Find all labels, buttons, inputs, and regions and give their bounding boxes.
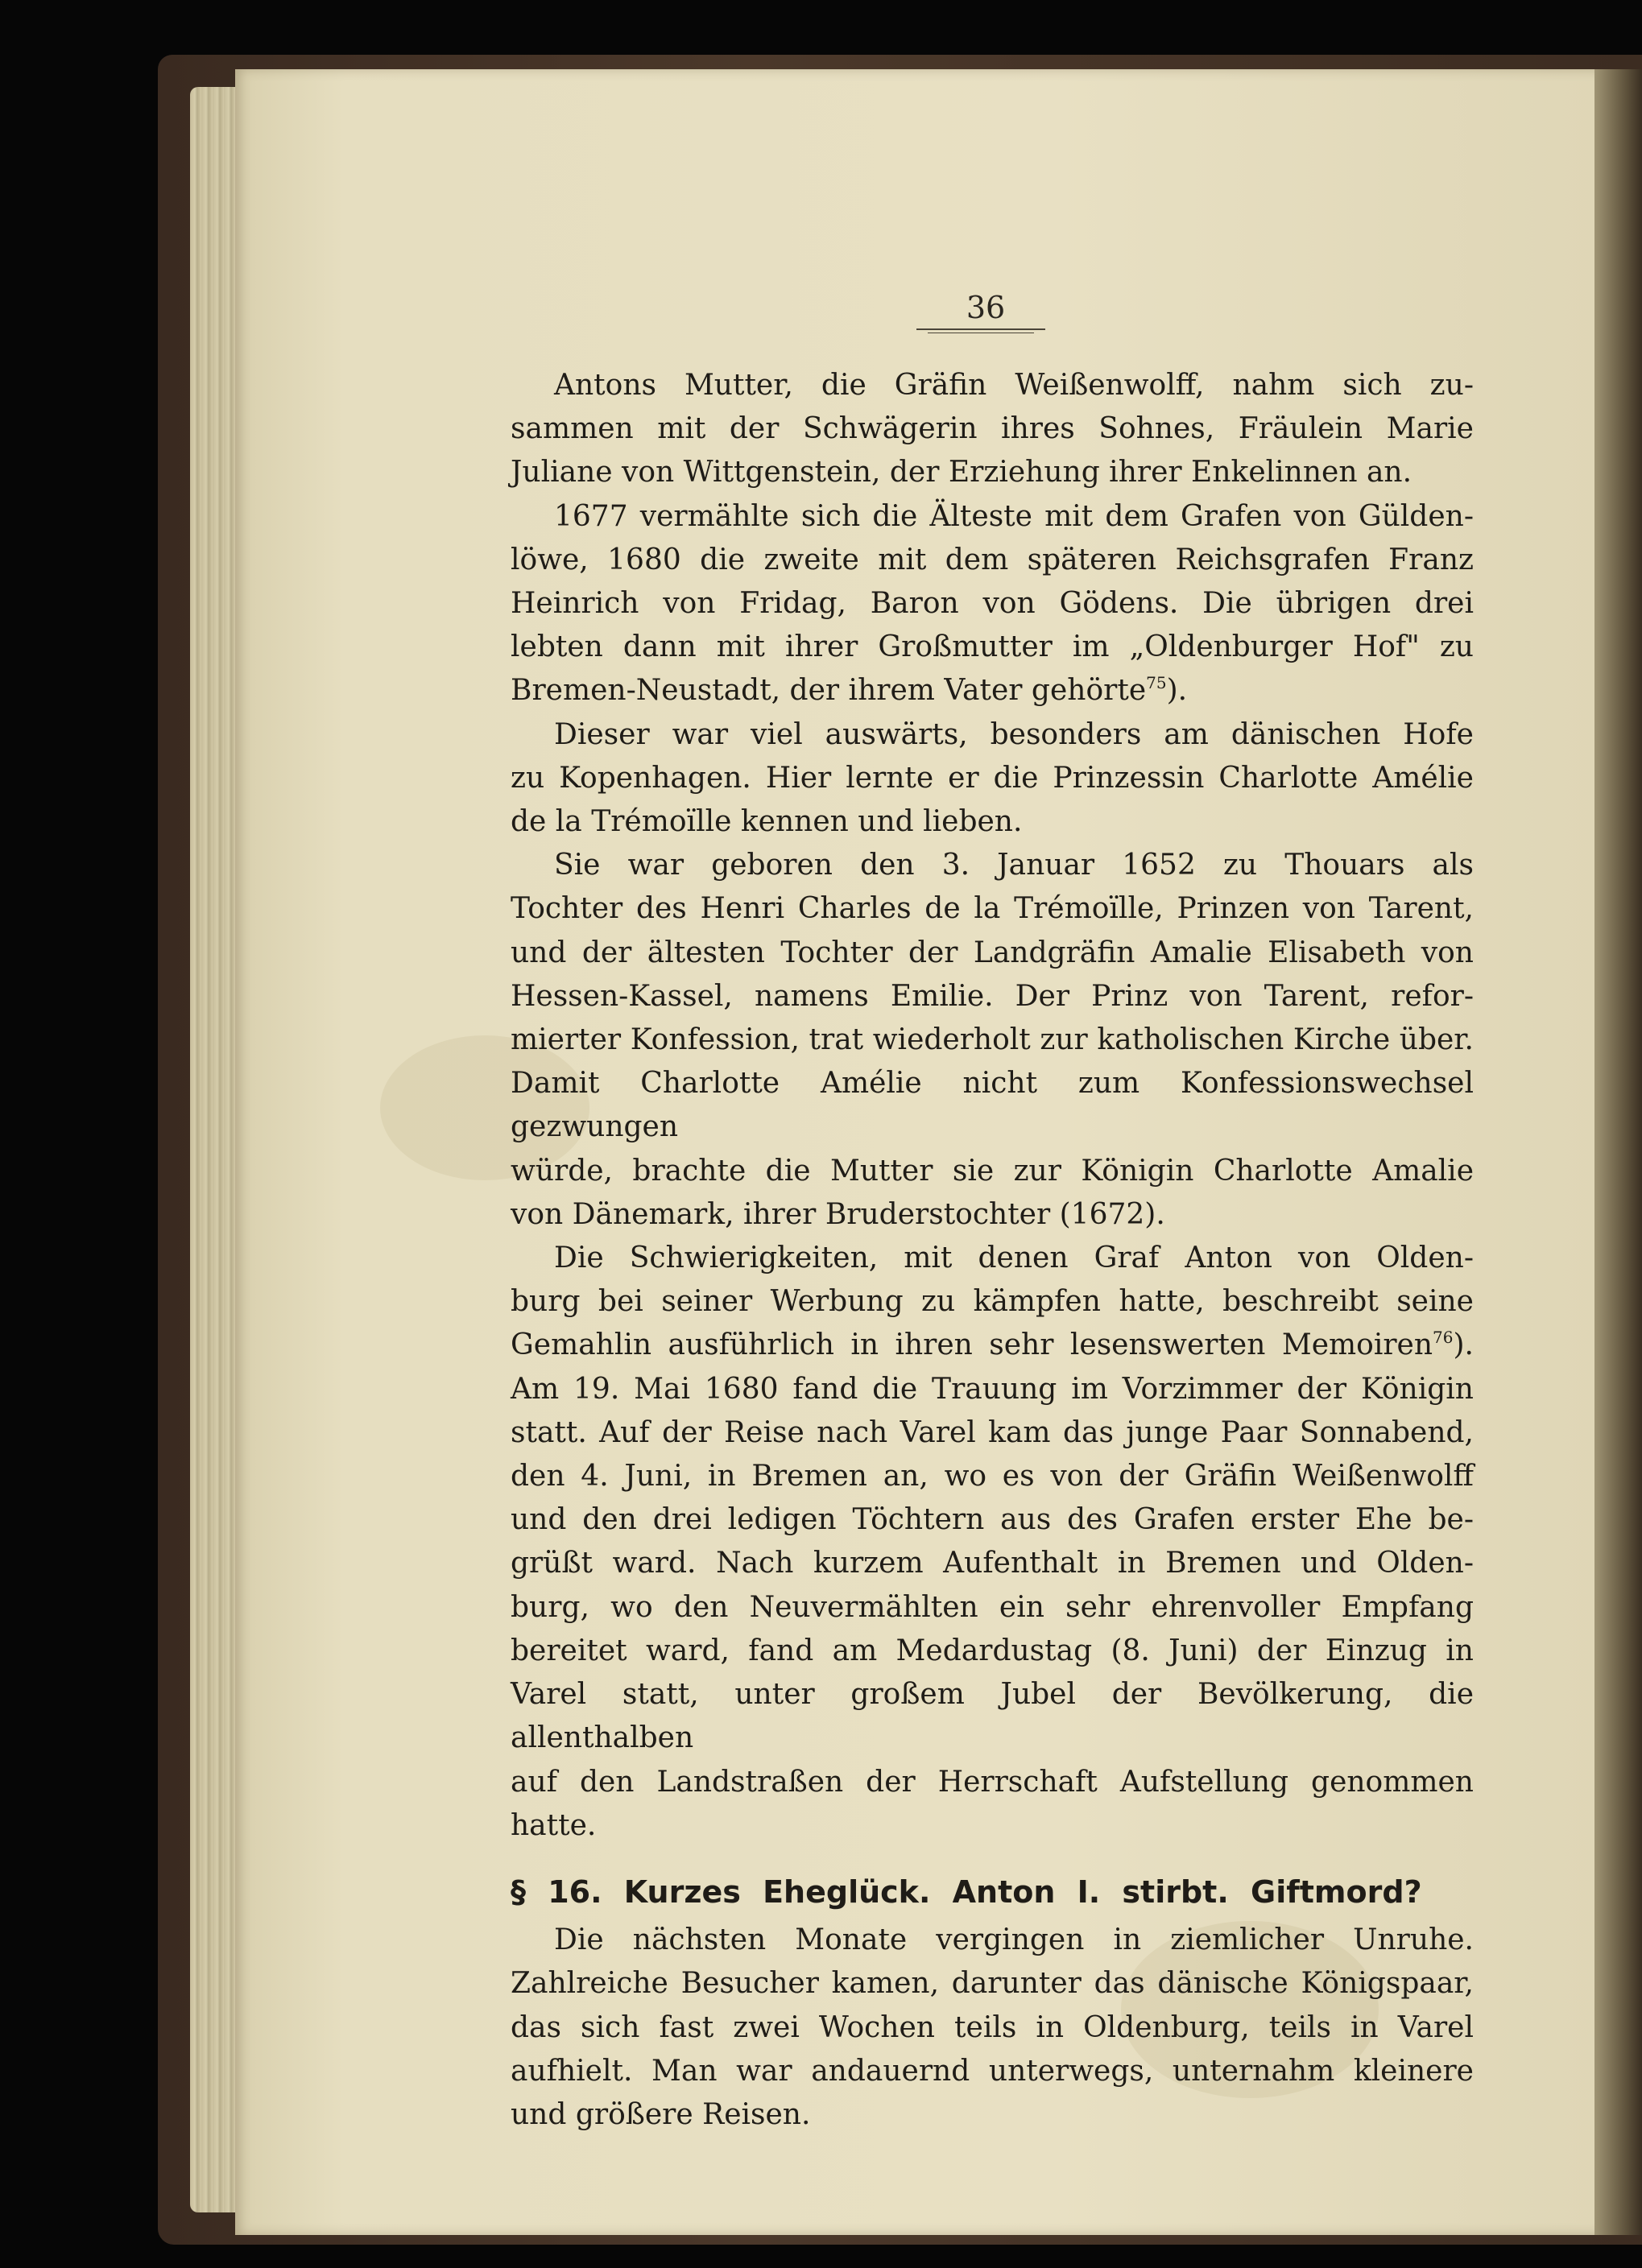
text-line: 1677 vermählte sich die Älteste mit dem Grafen von Gülden- <box>554 499 1474 533</box>
text-line: auf den Landstraßen der Herrschaft Aufstellung genommen hatte. <box>511 1765 1474 1842</box>
footnote-reference[interactable]: 75 <box>1146 673 1167 693</box>
text-line: Am 19. Mai 1680 fand die Trauung im Vorzimmer der Königin <box>511 1372 1474 1406</box>
text-fragment: ). <box>1166 674 1188 708</box>
text-line: und den drei ledigen Töchtern aus des Grafen erster Ehe be- <box>511 1503 1474 1537</box>
section-heading: § 16. Kurzes Eheglück. Anton I. stirbt. Giftmord? <box>511 1873 1422 1910</box>
text-fragment: Gemahlin ausführlich in ihren sehr lesenswerten Memoiren <box>511 1328 1433 1362</box>
text-line: Die nächsten Monate vergingen in ziemlicher Unruhe. <box>554 1923 1474 1957</box>
text-line: Varel statt, unter großem Jubel der Bevölkerung, die allenthalben <box>511 1678 1474 1755</box>
text-line: Die Schwierigkeiten, mit denen Graf Anton von Olden- <box>554 1241 1474 1275</box>
text-line: den 4. Juni, in Bremen an, wo es von der Gräfin Weißenwolff <box>511 1460 1474 1493</box>
page-number-rule <box>916 328 1045 330</box>
text-line: Sie war geboren den 3. Januar 1652 zu Thouars als <box>554 849 1474 882</box>
text-fragment: Bremen-Neustadt, der ihrem Vater gehörte <box>511 674 1147 708</box>
text-line: und der ältesten Tochter der Landgräfin Amalie Elisabeth von <box>511 936 1474 969</box>
text-line: das sich fast zwei Wochen teils in Oldenburg, teils in Varel <box>511 2010 1474 2044</box>
text-line: mierter Konfession, trat wiederholt zur katholischen Kirche über. <box>511 1023 1474 1057</box>
text-line: von Dänemark, ihrer Bruderstochter (1672). <box>511 1197 1165 1231</box>
text-line: Damit Charlotte Amélie nicht zum Konfessionswechsel gezwungen <box>511 1067 1474 1144</box>
text-line: Antons Mutter, die Gräfin Weißenwolff, nahm sich zu- <box>554 369 1474 402</box>
text-line: Hessen-Kassel, namens Emilie. Der Prinz von Tarent, refor- <box>511 979 1474 1013</box>
text-line: lebten dann mit ihrer Großmutter im „Oldenburger Hof" zu <box>511 630 1474 664</box>
text-line: löwe, 1680 die zweite mit dem späteren Reichsgrafen Franz <box>511 543 1474 576</box>
text-fragment: ). <box>1453 1328 1474 1362</box>
text-line: sammen mit der Schwägerin ihres Sohnes, Fräulein Marie <box>511 412 1474 446</box>
text-line-with-footnote <box>511 669 1474 713</box>
text-line: und größere Reisen. <box>511 2097 811 2131</box>
body-text <box>511 364 1474 2137</box>
text-line: würde, brachte die Mutter sie zur Königin Charlotte Amalie <box>511 1154 1474 1188</box>
text-line: burg, wo den Neuvermählten ein sehr ehrenvoller Empfang <box>511 1590 1474 1624</box>
text-line: zu Kopenhagen. Hier lernte er die Prinzessin Charlotte Amélie <box>511 761 1474 795</box>
text-line: burg bei seiner Werbung zu kämpfen hatte, beschreibt seine <box>511 1285 1474 1319</box>
text-line: aufhielt. Man war andauernd unterwegs, unternahm kleinere <box>511 2054 1474 2088</box>
text-line: Juliane von Wittgenstein, der Erziehung ihrer Enkelinnen an. <box>511 456 1412 490</box>
book-gutter <box>1594 69 1642 2235</box>
text-line: Tochter des Henri Charles de la Trémoïlle, Prinzen von Tarent, <box>511 892 1474 926</box>
page-edges <box>190 87 238 2212</box>
text-line: de la Trémoïlle kennen und lieben. <box>511 805 1023 839</box>
footnote-reference[interactable]: 76 <box>1433 1328 1454 1348</box>
text-line: statt. Auf der Reise nach Varel kam das junge Paar Sonnabend, <box>511 1415 1474 1449</box>
text-line-with-footnote <box>511 1324 1474 1367</box>
text-line: Zahlreiche Besucher kamen, darunter das dänische Königspaar, <box>511 1967 1474 2001</box>
text-line: Heinrich von Fridag, Baron von Gödens. Die übrigen drei <box>511 587 1474 621</box>
text-line: bereitet ward, fand am Medardustag (8. Juni) der Einzug in <box>511 1634 1474 1667</box>
text-line: grüßt ward. Nach kurzem Aufenthalt in Bremen und Olden- <box>511 1547 1474 1580</box>
page-number: 36 <box>966 290 1006 325</box>
text-line: Dieser war viel auswärts, besonders am dänischen Hofe <box>554 717 1474 751</box>
